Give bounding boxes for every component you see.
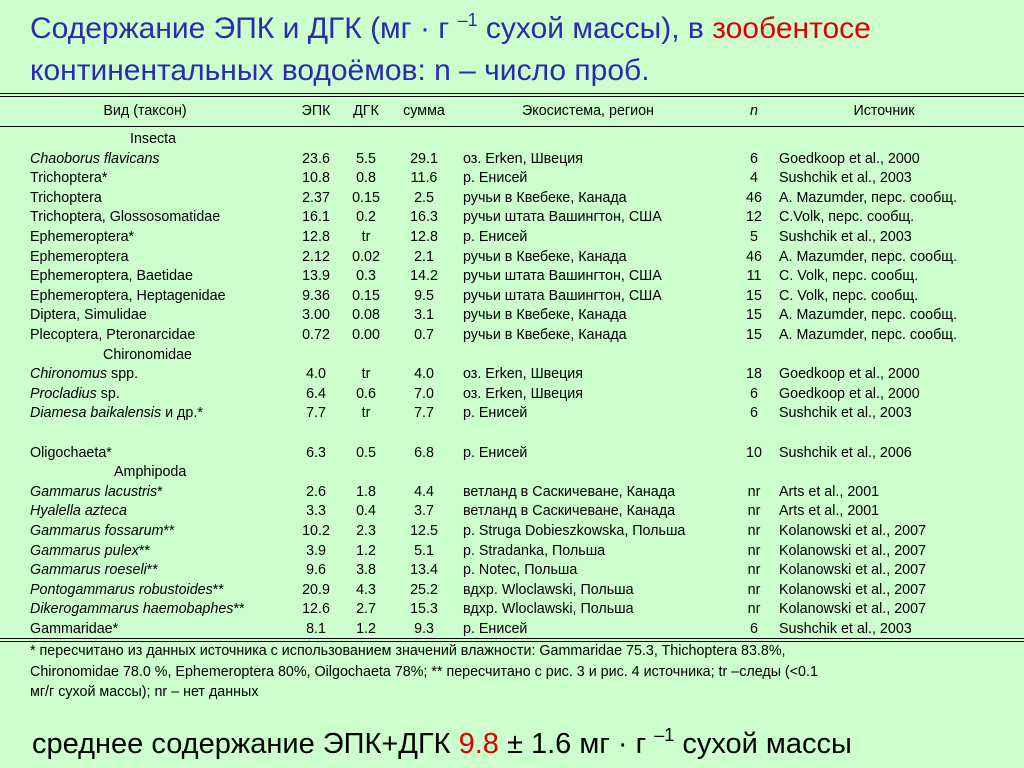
dha-cell: tr (361, 229, 371, 245)
taxon-plain: ** (212, 581, 224, 598)
sum-cell: 9.3 (414, 621, 434, 637)
src-cell: Sushchik et al., 2003 (779, 405, 912, 422)
dha-cell: 0.5 (356, 444, 376, 461)
taxon-cell (30, 620, 118, 640)
sum-cell: 5.1 (414, 542, 434, 559)
table-row (0, 208, 1024, 228)
title-line-1 (30, 8, 1010, 50)
src-cell: C. Volk, перс. сообщ. (779, 268, 919, 285)
n-cell: 15 (746, 307, 762, 324)
taxon-plain: Trichoptera, Glossosomatidae (30, 209, 221, 226)
table-row (0, 542, 1024, 562)
taxon-cell (30, 287, 226, 307)
epa-cell: 7.7 (306, 405, 326, 422)
n-cell: 46 (746, 189, 762, 206)
epa-cell: 2.6 (306, 483, 326, 500)
taxon-plain: Ephemeroptera (30, 248, 129, 265)
n-cell: nr (747, 581, 761, 598)
sum-cell: 4.4 (414, 483, 434, 500)
taxon-plain: и др.* (161, 405, 203, 422)
eco-cell: р. Struga Dobieszkowska, Польша (463, 523, 686, 539)
footnote-line-2: Chironomidae 78.0 %, Ephemeroptera 80%, Oilgochaeta 78%; ** пересчитано с рис. 3 и рис. 4 источника; tr –следы (<0.1 (30, 663, 818, 680)
src-cell: Sushchik et al., 2003 (779, 621, 912, 637)
dha-cell: tr (361, 405, 371, 422)
src-cell: Kolanowski et al., 2007 (779, 523, 927, 539)
taxon-cell (30, 581, 224, 601)
table-row (0, 522, 1024, 542)
taxon-cell (30, 189, 102, 209)
taxon-italic: Gammarus pulex (30, 542, 139, 559)
dha-cell: tr (361, 366, 371, 383)
sum-cell: 4.0 (414, 366, 434, 383)
table-row (0, 326, 1024, 346)
table-top-rule (0, 93, 1024, 94)
eco-cell: ручьи в Квебеке, Канада (463, 248, 627, 265)
n-cell: 6 (750, 150, 758, 167)
src-cell: Sushchik et al., 2006 (779, 444, 912, 461)
title-text-2: сухой массы), в (477, 12, 713, 45)
table-row (0, 404, 1024, 424)
src-cell: Goedkoop et al., 2000 (779, 385, 920, 402)
epa-cell: 13.9 (302, 268, 330, 285)
group-row (0, 463, 1024, 483)
taxon-cell (30, 483, 163, 503)
sum-cell: 3.1 (414, 307, 434, 324)
summary-value: 9.8 (458, 728, 499, 760)
n-cell: nr (747, 601, 761, 618)
sum-cell: 13.4 (410, 562, 438, 579)
dha-cell: 2.7 (356, 601, 376, 618)
dha-cell: 0.6 (356, 385, 376, 402)
src-cell: A. Mazumder, перс. сообщ. (779, 189, 958, 206)
eco-cell: вдхр. Wloclawski, Польша (463, 601, 634, 618)
table-row (0, 267, 1024, 287)
dha-cell: 2.3 (356, 523, 376, 539)
sum-cell: 2.5 (414, 189, 434, 206)
epa-cell: 9.36 (302, 287, 330, 304)
table-row (0, 169, 1024, 189)
taxon-italic: Gammarus fossarum (30, 523, 164, 539)
summary-text-2: ± 1.6 мг · г (498, 728, 655, 760)
footnote-line-1: * пересчитано из данных источника с использованием значений влажности: Gammaridae 75.3, Thichoptera 83.8%, (30, 643, 786, 659)
sum-cell: 16.3 (410, 209, 438, 226)
taxon-cell (30, 561, 158, 581)
group-label: Insecta (130, 131, 177, 147)
table-row (0, 581, 1024, 601)
group-label: Amphipoda (114, 464, 187, 481)
table-bottom-rule (0, 638, 1024, 639)
n-cell: 46 (746, 248, 762, 265)
taxon-cell (30, 502, 127, 522)
src-cell: A. Mazumder, перс. сообщ. (779, 307, 958, 324)
taxon-cell (30, 248, 129, 268)
src-cell: Sushchik et al., 2003 (779, 170, 912, 187)
blank-row (0, 424, 1024, 444)
sum-cell: 0.7 (414, 327, 434, 343)
dha-cell: 0.15 (352, 287, 380, 304)
taxon-plain: ** (163, 523, 175, 539)
group-label: Chironomidae (103, 346, 193, 363)
n-cell: 6 (750, 405, 758, 422)
dha-cell: 0.08 (352, 307, 380, 324)
taxon-italic: Procladius (30, 385, 97, 402)
n-cell: 18 (746, 366, 762, 383)
eco-cell: ветланд в Саскичеване, Канада (463, 503, 676, 520)
table-row (0, 620, 1024, 640)
taxon-cell (30, 150, 160, 170)
taxon-plain: Plecoptera, Pteronarcidae (30, 327, 196, 343)
sum-cell: 29.1 (410, 150, 438, 167)
taxon-italic: Dikerogammarus haemobaphes (30, 601, 234, 618)
n-cell: 15 (746, 287, 762, 304)
sum-cell: 14.2 (410, 268, 438, 285)
taxon-italic: Chironomus (30, 366, 108, 383)
n-cell: 11 (746, 268, 762, 285)
n-cell: 15 (746, 327, 762, 343)
taxon-cell (30, 522, 175, 542)
n-cell: nr (747, 483, 761, 500)
eco-cell: оз. Erken, Швеция (463, 366, 583, 383)
eco-cell: р. Енисей (463, 444, 528, 461)
eco-cell: ветланд в Саскичеване, Канада (463, 483, 676, 500)
eco-cell: р. Notec, Польша (463, 562, 578, 579)
epa-cell: 3.9 (306, 542, 326, 559)
taxon-cell (30, 208, 220, 228)
summary-line (32, 722, 1012, 766)
epa-cell: 8.1 (306, 621, 326, 637)
dha-cell: 3.8 (356, 562, 376, 579)
title-line-2: континентальных водоёмов: n – число проб. (30, 54, 650, 87)
epa-cell: 6.4 (306, 385, 326, 402)
dha-cell: 1.2 (356, 542, 376, 559)
dha-cell: 1.2 (356, 621, 376, 637)
taxon-plain: Oligochaeta* (30, 444, 112, 461)
title-text-1: Содержание ЭПК и ДГК (мг · г (30, 12, 458, 45)
eco-cell: ручьи в Квебеке, Канада (463, 307, 627, 324)
table-row (0, 561, 1024, 581)
n-cell: 4 (750, 170, 758, 187)
src-cell: A. Mazumder, перс. сообщ. (779, 327, 958, 343)
dha-cell: 0.2 (356, 209, 376, 226)
src-cell: Kolanowski et al., 2007 (779, 601, 927, 618)
src-cell: Sushchik et al., 2003 (779, 229, 912, 245)
header-bottom-rule (0, 126, 1024, 127)
eco-cell: оз. Erken, Швеция (463, 150, 583, 167)
table-row (0, 248, 1024, 268)
taxon-cell (30, 385, 120, 405)
taxon-plain: * (157, 483, 163, 500)
sum-cell: 2.1 (414, 248, 434, 265)
src-cell: C.Volk, перс. сообщ. (779, 209, 915, 226)
taxon-cell (30, 365, 138, 385)
eco-cell: р. Stradanka, Польша (463, 542, 606, 559)
n-cell: 5 (750, 229, 758, 245)
table-header (0, 101, 1024, 121)
n-cell: nr (747, 503, 761, 520)
sum-cell: 15.3 (410, 601, 438, 618)
n-cell: nr (747, 542, 761, 559)
summary-text-1: среднее содержание ЭПК+ДГК (32, 728, 459, 760)
src-cell: Goedkoop et al., 2000 (779, 150, 920, 167)
sum-cell: 12.5 (410, 523, 438, 539)
epa-cell: 2.37 (302, 189, 330, 206)
header-ecosystem: Экосистема, регион (522, 103, 654, 119)
sum-cell: 25.2 (410, 581, 438, 598)
taxon-plain: ** (138, 542, 150, 559)
dha-cell: 0.02 (352, 248, 380, 265)
eco-cell: ручьи штата Вашингтон, США (463, 287, 662, 304)
epa-cell: 16.1 (302, 209, 330, 226)
taxon-cell (30, 542, 150, 562)
header-epa: ЭПК (301, 103, 331, 119)
epa-cell: 0.72 (302, 327, 330, 343)
taxon-italic: Chaoborus flavicans (30, 150, 160, 167)
header-sum: сумма (403, 103, 445, 119)
epa-cell: 6.3 (306, 444, 326, 461)
n-cell: nr (747, 562, 761, 579)
epa-cell: 23.6 (302, 150, 330, 167)
taxon-plain: ** (146, 562, 158, 579)
header-dha: ДГК (353, 103, 379, 119)
src-cell: Kolanowski et al., 2007 (779, 542, 927, 559)
taxon-cell (30, 306, 147, 326)
n-cell: 6 (750, 385, 758, 402)
taxon-plain: sp. (96, 385, 120, 402)
eco-cell: р. Енисей (463, 405, 528, 422)
sum-cell: 7.7 (414, 405, 434, 422)
table-row (0, 287, 1024, 307)
src-cell: Goedkoop et al., 2000 (779, 366, 920, 383)
src-cell: Kolanowski et al., 2007 (779, 581, 927, 598)
sum-cell: 11.6 (410, 170, 438, 187)
table-row (0, 306, 1024, 326)
eco-cell: р. Енисей (463, 229, 528, 245)
taxon-plain: spp. (107, 366, 139, 383)
title-superscript: –1 (457, 10, 478, 30)
dha-cell: 4.3 (356, 581, 376, 598)
table-row (0, 150, 1024, 170)
taxon-italic: Gammarus roeseli (30, 562, 147, 579)
sum-cell: 12.8 (410, 229, 438, 245)
dha-cell: 0.8 (356, 170, 376, 187)
taxon-italic: Hyalella azteca (30, 503, 127, 520)
dha-cell: 0.00 (352, 327, 380, 343)
taxon-italic: Pontogammarus robustoides (30, 581, 213, 598)
epa-cell: 12.8 (302, 229, 330, 245)
sum-cell: 3.7 (414, 503, 434, 520)
group-row (0, 130, 1024, 150)
epa-cell: 10.8 (302, 170, 330, 187)
eco-cell: р. Енисей (463, 170, 528, 187)
table-row (0, 600, 1024, 620)
taxon-cell (30, 326, 195, 346)
epa-cell: 3.00 (302, 307, 330, 324)
taxon-italic: Gammarus lacustris (30, 483, 158, 500)
eco-cell: вдхр. Wloclawski, Польша (463, 581, 634, 598)
epa-cell: 10.2 (302, 523, 330, 539)
epa-cell: 20.9 (302, 581, 330, 598)
dha-cell: 5.5 (356, 150, 376, 167)
table-row (0, 483, 1024, 503)
table-row (0, 444, 1024, 464)
epa-cell: 2.12 (302, 248, 330, 265)
summary-text-3: сухой массы (674, 728, 852, 760)
src-cell: A. Mazumder, перс. сообщ. (779, 248, 958, 265)
taxon-plain: Ephemeroptera, Baetidae (30, 268, 193, 285)
src-cell: Arts et al., 2001 (779, 483, 880, 500)
n-cell: 12 (746, 209, 762, 226)
dha-cell: 0.15 (352, 189, 380, 206)
taxon-plain: Diptera, Simulidae (30, 307, 147, 324)
footnote-line-3: мг/г сухой массы); nr – нет данных (30, 684, 259, 700)
table-row (0, 189, 1024, 209)
eco-cell: р. Енисей (463, 621, 528, 637)
n-cell: 6 (750, 621, 758, 637)
taxon-plain: Trichoptera (30, 189, 102, 206)
eco-cell: ручьи в Квебеке, Канада (463, 189, 627, 206)
table-row (0, 365, 1024, 385)
taxon-cell (30, 444, 112, 464)
eco-cell: ручьи штата Вашингтон, США (463, 268, 662, 285)
taxon-plain: Ephemeroptera* (30, 229, 135, 245)
slide-title (30, 8, 1010, 92)
header-source: Источник (853, 103, 915, 119)
sum-cell: 9.5 (414, 287, 434, 304)
n-cell: nr (747, 523, 761, 539)
taxon-cell (30, 267, 193, 287)
table-row (0, 228, 1024, 248)
table-row (0, 502, 1024, 522)
taxon-plain: Ephemeroptera, Heptagenidae (30, 287, 226, 304)
dha-cell: 1.8 (356, 483, 376, 500)
eco-cell: оз. Erken, Швеция (463, 385, 583, 402)
epa-cell: 3.3 (306, 503, 326, 520)
epa-cell: 9.6 (306, 562, 326, 579)
dha-cell: 0.3 (356, 268, 376, 285)
title-highlight: зообентосе (712, 12, 871, 45)
taxon-plain: Trichoptera* (30, 170, 108, 187)
taxon-cell (30, 600, 245, 620)
n-cell: 10 (746, 444, 762, 461)
header-taxon: Вид (таксон) (103, 103, 187, 119)
taxon-cell (30, 228, 134, 248)
taxon-cell (30, 169, 107, 189)
table-top-rule-2 (0, 96, 1024, 97)
epa-cell: 12.6 (302, 601, 330, 618)
summary-superscript: –1 (654, 725, 675, 745)
eco-cell: ручьи штата Вашингтон, США (463, 209, 662, 226)
header-n: n (750, 103, 758, 119)
src-cell: C. Volk, перс. сообщ. (779, 287, 919, 304)
taxon-cell (30, 404, 203, 424)
epa-cell: 4.0 (306, 366, 326, 383)
dha-cell: 0.4 (356, 503, 376, 520)
eco-cell: ручьи в Квебеке, Канада (463, 327, 627, 343)
group-row (0, 346, 1024, 366)
taxon-plain: ** (233, 601, 245, 618)
footnote (30, 641, 1005, 703)
src-cell: Arts et al., 2001 (779, 503, 880, 520)
src-cell: Kolanowski et al., 2007 (779, 562, 927, 579)
taxon-italic: Diamesa baikalensis (30, 405, 162, 422)
sum-cell: 6.8 (414, 444, 434, 461)
table-row (0, 385, 1024, 405)
sum-cell: 7.0 (414, 385, 434, 402)
taxon-plain: Gammaridae* (30, 621, 119, 637)
